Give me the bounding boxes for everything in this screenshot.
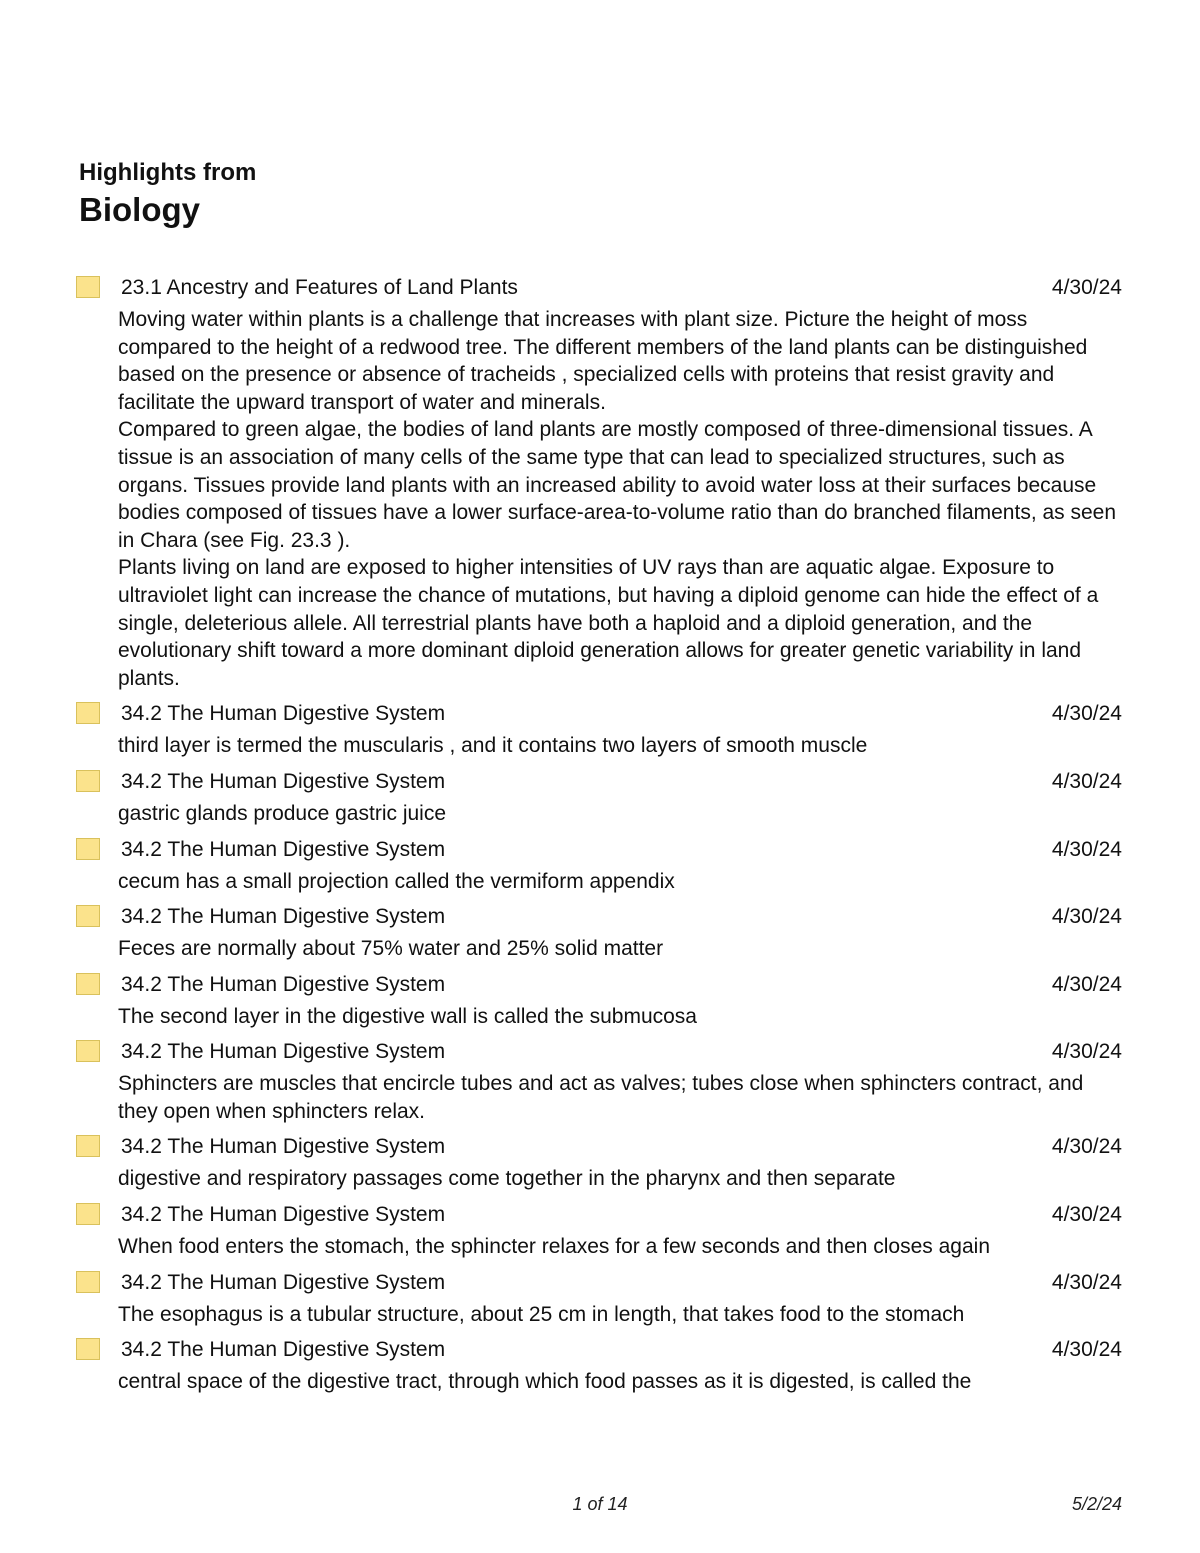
highlight-paragraph: central space of the digestive tract, through which food passes as it is digested, is called the	[118, 1370, 972, 1394]
highlight-text	[118, 732, 1122, 760]
highlight-header	[76, 1199, 1122, 1230]
highlight-date: 4/30/24	[1051, 1135, 1122, 1159]
highlight-chapter: 23.1 Ancestry and Features of Land Plants	[121, 276, 518, 299]
highlight-color-icon	[76, 838, 100, 860]
highlight-date: 4/30/24	[1051, 1270, 1122, 1294]
highlight-color-icon	[76, 1040, 100, 1062]
highlight-header	[76, 1131, 1122, 1162]
highlight-header	[76, 901, 1122, 932]
highlight-header	[76, 272, 1122, 303]
highlight-color-icon	[76, 905, 100, 927]
highlight-entry	[76, 901, 1122, 963]
highlight-chapter: 34.2 The Human Digestive System	[121, 702, 446, 726]
highlight-header	[76, 1334, 1122, 1365]
highlight-entry	[76, 1334, 1122, 1396]
highlight-paragraph: The esophagus is a tubular structure, about 25 cm in length, that takes food to the stomach	[118, 1302, 965, 1326]
highlight-entry	[76, 766, 1122, 828]
highlight-entry	[76, 1199, 1122, 1261]
highlight-entry	[76, 834, 1122, 896]
highlight-chapter: 34.2 The Human Digestive System	[121, 1203, 446, 1227]
highlight-date: 4/30/24	[1051, 769, 1122, 793]
highlight-header	[76, 969, 1122, 1000]
highlight-entry	[76, 698, 1122, 760]
highlight-header	[76, 698, 1122, 729]
highlight-chapter: 34.2 The Human Digestive System	[121, 1338, 446, 1362]
highlight-chapter: 34.2 The Human Digestive System	[121, 769, 446, 793]
highlight-color-icon	[76, 973, 100, 995]
highlight-text	[118, 935, 1122, 963]
page-number: 1 of 14	[572, 1494, 628, 1514]
highlight-text	[118, 1301, 1122, 1329]
highlight-color-icon	[76, 1271, 100, 1293]
highlight-color-icon	[76, 1338, 100, 1360]
highlight-paragraph: Compared to green algae, the bodies of land plants are mostly composed of three-dimensional tissues. A tissue is an association of many cells of the same type that can lead to specialized structures, such as organs. Tissues provide land plants with an increased ability to avoid water loss at their surfaces because bodies composed of tissues have a lower surface-area-to-volume ratio than do branched filaments, as seen in Chara (see Fig. 23.3 ).	[118, 418, 1117, 552]
highlight-color-icon	[76, 702, 100, 724]
book-title: Biology	[79, 191, 200, 228]
highlight-paragraph: third layer is termed the muscularis , and it contains two layers of smooth muscle	[118, 734, 868, 758]
highlight-date: 4/30/24	[1051, 837, 1122, 861]
highlight-date: 4/30/24	[1051, 702, 1122, 726]
highlight-paragraph: Feces are normally about 75% water and 25% solid matter	[118, 937, 664, 961]
highlight-header	[76, 834, 1122, 865]
highlight-date: 4/30/24	[1051, 1040, 1122, 1064]
highlight-chapter: 34.2 The Human Digestive System	[121, 1040, 446, 1064]
highlight-chapter: 34.2 The Human Digestive System	[121, 1270, 446, 1294]
highlight-paragraph: Plants living on land are exposed to higher intensities of UV rays than are aquatic algae. Exposure to ultraviolet light can increase the chance of mutations, but having a diploid genome can hide the effect of a single, deleterious allele. All terrestrial plants have both a haploid and a diploid generation, and the evolutionary shift toward a more dominant diploid generation allows for greater genetic variability in land plants.	[118, 556, 1099, 690]
highlight-color-icon	[76, 1203, 100, 1225]
highlight-chapter: 34.2 The Human Digestive System	[121, 837, 446, 861]
highlight-entry	[76, 969, 1122, 1031]
highlight-text	[118, 306, 1122, 692]
highlight-date: 4/30/24	[1051, 972, 1122, 996]
highlight-header	[76, 1036, 1122, 1067]
highlight-date: 4/30/24	[1051, 276, 1122, 299]
highlight-date: 4/30/24	[1051, 905, 1122, 929]
highlight-paragraph: The second layer in the digestive wall is called the submucosa	[118, 1004, 697, 1028]
document-header	[79, 157, 256, 231]
highlight-date: 4/30/24	[1051, 1338, 1122, 1362]
highlight-header	[76, 766, 1122, 797]
highlight-paragraph: Sphincters are muscles that encircle tubes and act as valves; tubes close when sphincters contract, and they open when sphincters relax.	[118, 1072, 1084, 1123]
highlight-text	[118, 1003, 1122, 1031]
highlight-color-icon	[76, 770, 100, 792]
highlight-paragraph: gastric glands produce gastric juice	[118, 801, 447, 825]
highlight-text	[118, 1070, 1122, 1125]
highlight-entry	[76, 1036, 1122, 1125]
highlight-color-icon	[76, 1135, 100, 1157]
highlight-paragraph: When food enters the stomach, the sphincter relaxes for a few seconds and then closes again	[118, 1235, 991, 1259]
highlight-paragraph: cecum has a small projection called the vermiform appendix	[118, 869, 675, 893]
highlight-chapter: 34.2 The Human Digestive System	[121, 905, 446, 929]
highlight-color-icon	[76, 276, 100, 298]
highlight-text	[118, 1165, 1122, 1193]
export-date: 5/2/24	[1071, 1494, 1122, 1514]
highlight-entry	[76, 272, 1122, 692]
highlight-chapter: 34.2 The Human Digestive System	[121, 1135, 446, 1159]
highlight-text	[118, 1233, 1122, 1261]
highlight-text	[118, 868, 1122, 896]
highlight-header	[76, 1267, 1122, 1298]
highlight-paragraph: digestive and respiratory passages come together in the pharynx and then separate	[118, 1167, 896, 1191]
highlight-chapter: 34.2 The Human Digestive System	[121, 972, 446, 996]
highlight-entry	[76, 1131, 1122, 1193]
highlight-entry	[76, 1267, 1122, 1329]
highlight-date: 4/30/24	[1051, 1203, 1122, 1227]
highlight-text	[118, 800, 1122, 828]
highlight-text	[118, 1368, 1122, 1396]
highlights-list	[76, 272, 1122, 1402]
highlight-paragraph: Moving water within plants is a challenge that increases with plant size. Picture the height of moss compared to the height of a redwood tree. The different members of the land plants can be distinguished based on the presence or absence of tracheids , specialized cells with proteins that resist gravity and facilitate the upward transport of water and minerals.	[118, 308, 1088, 414]
header-subtitle: Highlights from	[79, 159, 257, 186]
